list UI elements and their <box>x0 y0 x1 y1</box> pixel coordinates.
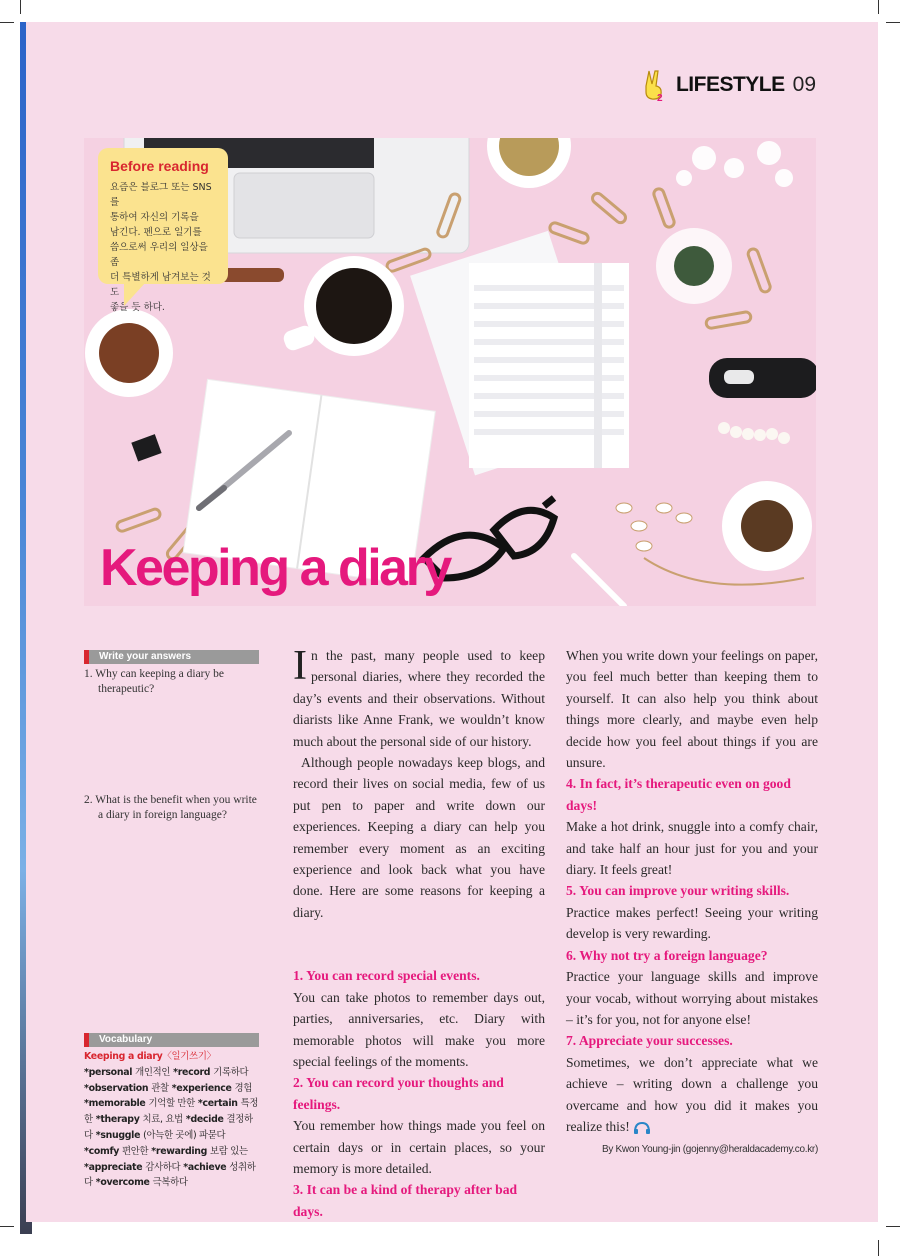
vocab-keyword-kr: 〈일기쓰기〉 <box>162 1051 216 1062</box>
reason-heading-4: 4. In fact, it’s therapeutic even on good days! <box>566 776 791 813</box>
v-hand-icon <box>640 68 668 102</box>
vocab-term: *overcome <box>92 1177 153 1189</box>
vocab-meaning: 관찰 <box>151 1082 169 1094</box>
write-answers-heading: Write your answers <box>84 650 259 664</box>
reason-text-7: Sometimes, we don’t appreciate what we achieve – writing down a challenge you overcame and how you did it makes you realize this! <box>566 1054 818 1134</box>
vocabulary-box <box>84 1033 259 1191</box>
drop-cap: I <box>293 643 307 689</box>
vocab-term: *rewarding <box>148 1145 211 1157</box>
article-column-1 <box>293 645 545 1222</box>
write-answers-box <box>84 650 259 697</box>
vocabulary-list <box>84 1049 259 1191</box>
bubble-line: 좋을 듯 하다. <box>110 302 165 313</box>
reason-heading-3: 3. It can be a kind of therapy after bad days. <box>293 1182 518 1219</box>
vocab-item <box>84 1083 169 1094</box>
bubble-text <box>110 180 218 315</box>
vocab-item <box>84 1067 170 1078</box>
reason-heading-7: 7. Appreciate your successes. <box>566 1033 733 1049</box>
vocab-meaning: 특정한 <box>84 1098 259 1126</box>
intro-paragraph-2: Although people nowadays keep blogs, and record their lives on social media, few of us put pen to paper and write down our experiences. Keeping a diary can help you remember every moment as an exciting experience and look back what you have done. Here are some reasons for keeping a diary. <box>293 755 545 920</box>
vocab-term: *appreciate <box>84 1161 146 1173</box>
bubble-line: 씀으로써 우리의 일상을 좀 <box>110 242 208 268</box>
crop-mark <box>878 0 879 14</box>
vocab-keyword: Keeping a diary <box>84 1051 163 1062</box>
crop-mark <box>20 0 21 14</box>
vocab-item <box>93 1177 188 1188</box>
vocab-meaning: 기록하다 <box>213 1066 249 1078</box>
vocab-item <box>170 1067 248 1078</box>
page-number: 09 <box>792 73 816 96</box>
vocab-term: *memorable <box>84 1098 149 1110</box>
vocab-meaning: 극복하다 <box>152 1177 188 1189</box>
reason-text-1: You can take photos to remember days out, parties, anniversaries, etc. Diary with memorable photos will make you more special feelings of the moments. <box>293 989 545 1069</box>
bubble-line: 통하여 자신의 기록을 <box>110 212 199 223</box>
reason-heading-2: 2. You can record your thoughts and feelings. <box>293 1075 504 1112</box>
vocab-meaning: 결정하다 <box>84 1114 253 1141</box>
vocab-item <box>84 1098 195 1109</box>
reason-text-6: Practice your language skills and improve your vocab, without worrying about mistakes – it’s for you, not for anyone else! <box>566 969 818 1027</box>
article-title: Keeping a diary <box>100 539 450 597</box>
crop-mark <box>886 1226 900 1227</box>
reason-text-2: You remember how things made you feel on certain days or in certain places, so your memory is more detailed. <box>293 1118 545 1176</box>
vocabulary-heading: Vocabulary <box>84 1033 259 1047</box>
vocab-term: *comfy <box>84 1145 123 1157</box>
vocab-term: *record <box>170 1066 214 1078</box>
crop-mark <box>0 22 14 23</box>
page-header <box>640 68 816 102</box>
vocab-item <box>84 1146 148 1157</box>
vocab-term: *snuggle <box>92 1129 144 1141</box>
byline: By Kwon Young-jin (gojenny@heraldacademy.co.kr) <box>602 1144 818 1156</box>
vocab-meaning: 감사하다 <box>145 1161 181 1173</box>
question-2: 2. What is the benefit when you write a diary in foreign language? <box>84 794 257 821</box>
reason-heading-6: 6. Why not try a foreign language? <box>566 947 768 963</box>
crop-mark <box>0 1226 14 1227</box>
vocab-meaning: 편안한 <box>122 1145 149 1157</box>
bubble-line: 더 특별하게 남겨보는 것도 <box>110 272 211 298</box>
vocab-term: *certain <box>194 1098 241 1110</box>
reason-text-4: Make a hot drink, snuggle into a comfy chair, and take half an hour just for you and your diary. It feels great! <box>566 819 818 878</box>
vocab-item <box>169 1083 252 1094</box>
vocab-item <box>84 1162 180 1173</box>
vocab-term: *achieve <box>180 1161 230 1173</box>
crop-mark <box>878 1240 879 1256</box>
intro-paragraph-1: In the past, many people used to keep personal diaries, where they recorded the day’s events and their observations. Without diarists like Anne Frank, we wouldn’t know much about the personal side of our history. <box>293 643 545 749</box>
reason-text-5: Practice makes perfect! Seeing your writing develop is very rewarding. <box>566 904 818 942</box>
reason-text-3: When you write down your feelings on paper, you feel much better than keeping them to yourself. It can also help you think about things more clearly, and maybe even help decide how you feel about things if you are unsure. <box>566 648 818 771</box>
article-column-2 <box>566 645 818 1161</box>
vocab-meaning: 개인적인 <box>135 1066 171 1078</box>
svg-text:2: 2 <box>656 93 663 102</box>
vocab-meaning: 기억할 만한 <box>148 1098 195 1110</box>
vocab-term: *observation <box>84 1082 152 1094</box>
vocab-term: *personal <box>84 1066 136 1078</box>
vocab-term: *therapy <box>92 1114 143 1126</box>
question-2-box <box>84 790 259 823</box>
bubble-title: Before reading <box>110 158 209 174</box>
bubble-line: 남긴다. 펜으로 일기를 <box>110 227 202 238</box>
vocab-meaning: 경험 <box>234 1082 253 1094</box>
crop-mark <box>886 22 900 23</box>
section-label: LIFESTYLE <box>675 73 785 96</box>
reason-heading-1: 1. You can record special events. <box>293 968 480 984</box>
vocab-meaning: 성취하다 <box>84 1161 256 1189</box>
vocab-meaning: (아늑한 곳에) 파묻다 <box>143 1129 226 1141</box>
vocab-meaning: 보람 있는 <box>210 1145 248 1157</box>
vocab-item <box>148 1146 247 1157</box>
question-1: 1. Why can keeping a diary be therapeutic? <box>84 668 224 695</box>
headphones-icon <box>633 1121 651 1135</box>
vocab-item <box>93 1130 226 1141</box>
vocab-term: *experience <box>168 1082 235 1094</box>
before-reading-bubble <box>98 148 228 313</box>
bubble-line: 요즘은 블로그 또는 SNS를 <box>110 182 212 208</box>
vocab-item <box>93 1114 183 1125</box>
vocab-term: *decide <box>182 1114 227 1126</box>
reason-heading-5: 5. You can improve your writing skills. <box>566 883 790 899</box>
vocab-meaning: 치료, 요법 <box>142 1114 183 1126</box>
